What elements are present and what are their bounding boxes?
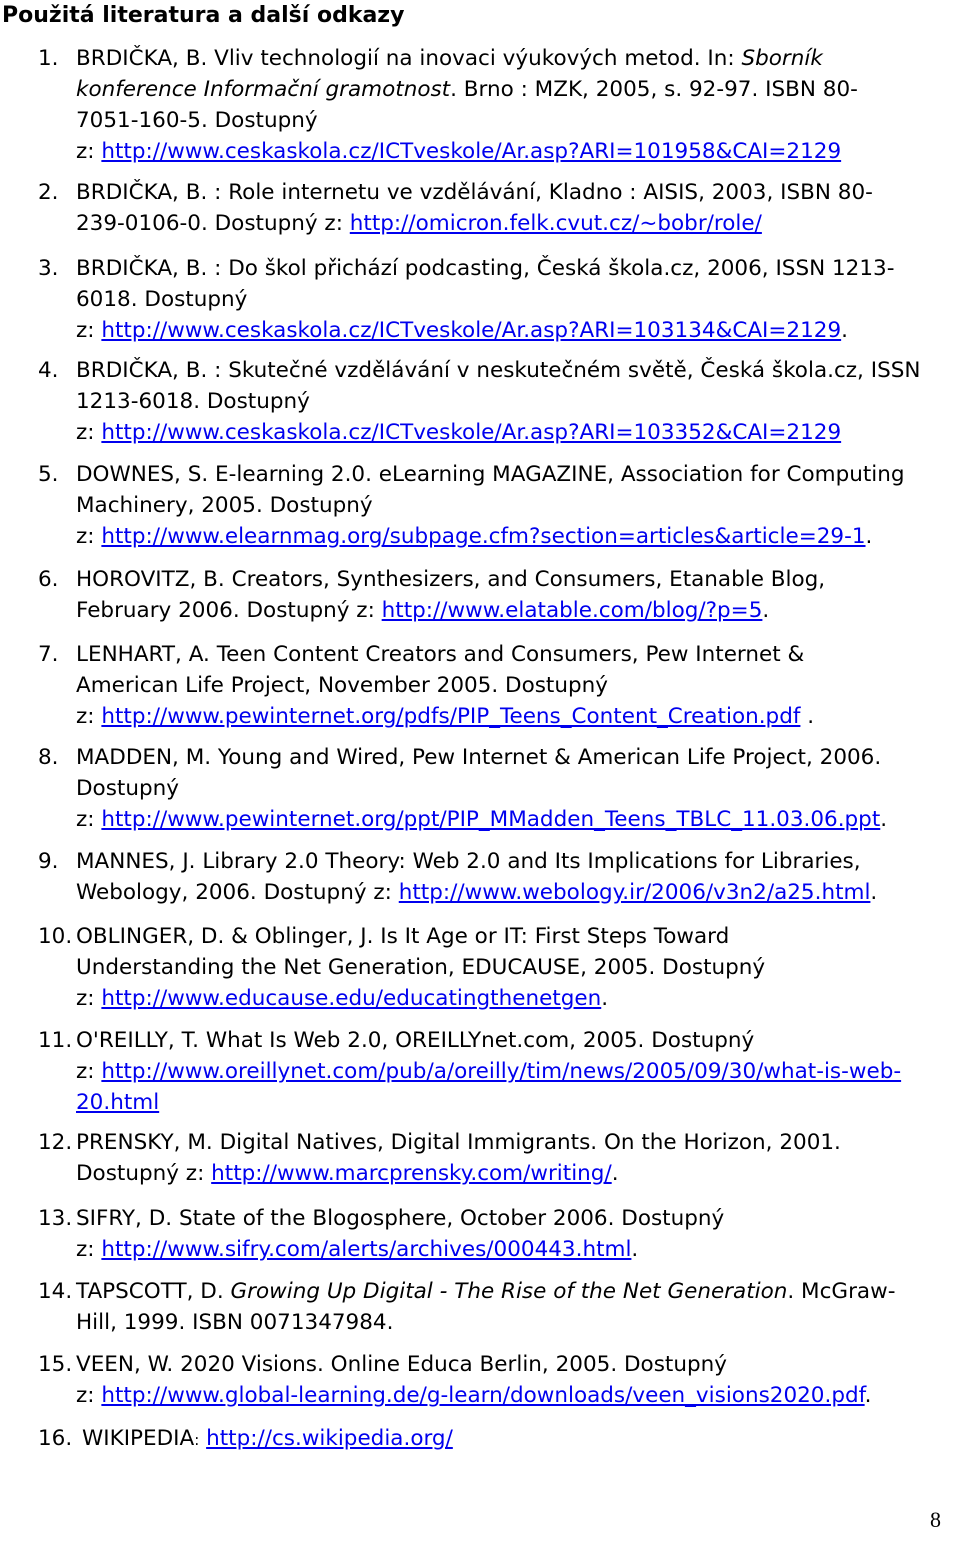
reference-text: BRDIČKA, B. : Role internetu ve vzdělávání, Kladno : AISIS, 2003, ISBN 80- 239-0106-0. Dostupný z: http://omicron.felk.cvut.cz/~bobr/role/ xyxy=(76,180,873,236)
reference-text: DOWNES, S. E-learning 2.0. eLearning MAGAZINE, Association for Computing Machinery, 2005. Dostupný z: http://www.elearnmag.org/subpage.cfm?section=articles&article=29-1. xyxy=(76,462,905,549)
reference-link[interactable]: http://www.global-learning.de/g-learn/downloads/veen_visions2020.pdf xyxy=(101,1383,865,1408)
reference-link[interactable]: http://www.elatable.com/blog/?p=5 xyxy=(381,598,763,623)
reference-text: HOROVITZ, B. Creators, Synthesizers, and Consumers, Etanable Blog, February 2006. Dostupný z: http://www.elatable.com/blog/?p=5. xyxy=(76,567,826,623)
reference-number: 9. xyxy=(38,849,59,874)
reference-text: PRENSKY, M. Digital Natives, Digital Immigrants. On the Horizon, 2001. Dostupný z: http://www.marcprensky.com/writing/. xyxy=(76,1130,841,1186)
reference-text: SIFRY, D. State of the Blogosphere, October 2006. Dostupný z: http://www.sifry.com/alerts/archives/000443.html. xyxy=(76,1206,725,1262)
reference-text: LENHART, A. Teen Content Creators and Consumers, Pew Internet & American Life Project, November 2005. Dostupný z: http://www.pewinternet.org/pdfs/PIP_Teens_Content_Creation.pdf . xyxy=(76,642,815,729)
reference-text: BRDIČKA, B. : Skutečné vzdělávání v neskutečném světě, Česká škola.cz, ISSN 1213-6018. Dostupný z: http://www.ceskaskola.cz/ICTveskole/Ar.asp?ARI=103352&CAI=2129 xyxy=(76,358,921,445)
reference-text: BRDIČKA, B. : Do škol přichází podcasting, Česká škola.cz, 2006, ISSN 1213- 6018. Dostupný z: http://www.ceskaskola.cz/ICTveskole/Ar.asp?ARI=103134&CAI=2129. xyxy=(76,256,895,343)
reference-link[interactable]: http://www.educause.edu/educatingthenetgen xyxy=(101,986,602,1011)
reference-text: MANNES, J. Library 2.0 Theory: Web 2.0 and Its Implications for Libraries, Webology, 2006. Dostupný z: http://www.webology.ir/2006/v3n2/a25.html. xyxy=(76,849,878,905)
reference-link[interactable]: http://www.marcprensky.com/writing/ xyxy=(211,1161,612,1186)
reference-text: MADDEN, M. Young and Wired, Pew Internet & American Life Project, 2006. Dostupný z: http://www.pewinternet.org/ppt/PIP_MMadden_Teens_TBLC_11.03.06.ppt. xyxy=(76,745,888,832)
reference-text: TAPSCOTT, D. Growing Up Digital - The Rise of the Net Generation. McGraw- Hill, 1999. ISBN 0071347984. xyxy=(76,1279,896,1335)
reference-number: 3. xyxy=(38,256,59,281)
reference-number: 1. xyxy=(38,46,59,71)
reference-number: 16. xyxy=(38,1426,73,1451)
reference-text: BRDIČKA, B. Vliv technologií na inovaci výukových metod. In: Sborník konference Informační gramotnost. Brno : MZK, 2005, s. 92-97. ISBN 80- 7051-160-5. Dostupný z: http://www.ceskaskola.cz/ICTveskole/Ar.asp?ARI=101958&CAI=2129 xyxy=(76,46,858,164)
reference-link[interactable]: http://www.ceskaskola.cz/ICTveskole/Ar.asp?ARI=103352&CAI=2129 xyxy=(101,420,842,445)
reference-link[interactable]: http://www.pewinternet.org/ppt/PIP_MMadden_Teens_TBLC_11.03.06.ppt xyxy=(101,807,881,832)
reference-number: 7. xyxy=(38,642,59,667)
reference-text: O'REILLY, T. What Is Web 2.0, OREILLYnet.com, 2005. Dostupný z: http://www.oreillynet.com/pub/a/oreilly/tim/news/2005/09/30/what-is-web- 20.html xyxy=(76,1028,902,1115)
reference-number: 10. xyxy=(38,924,73,949)
reference-link[interactable]: 20.html xyxy=(76,1090,160,1115)
reference-number: 6. xyxy=(38,567,59,592)
reference-number: 13. xyxy=(38,1206,73,1231)
page-number: 8 xyxy=(930,1507,941,1532)
reference-text: OBLINGER, D. & Oblinger, J. Is It Age or IT: First Steps Toward Understanding the Net Generation, EDUCAUSE, 2005. Dostupný z: http://www.educause.edu/educatingthenetgen. xyxy=(76,924,766,1011)
reference-number: 11. xyxy=(38,1028,73,1053)
reference-text: VEEN, W. 2020 Visions. Online Educa Berlin, 2005. Dostupný z: http://www.global-learning.de/g-learn/downloads/veen_visions2020.pdf. xyxy=(76,1352,872,1408)
reference-link[interactable]: http://omicron.felk.cvut.cz/~bobr/role/ xyxy=(349,211,762,236)
reference-link[interactable]: http://www.webology.ir/2006/v3n2/a25.html xyxy=(398,880,871,905)
reference-link[interactable]: http://www.sifry.com/alerts/archives/000443.html xyxy=(101,1237,632,1262)
reference-link[interactable]: http://www.ceskaskola.cz/ICTveskole/Ar.asp?ARI=103134&CAI=2129 xyxy=(101,318,842,343)
section-heading: Použitá literatura a další odkazy xyxy=(2,3,405,28)
reference-number: 8. xyxy=(38,745,59,770)
reference-number: 4. xyxy=(38,358,59,383)
reference-number: 14. xyxy=(38,1279,73,1304)
reference-link[interactable]: http://www.oreillynet.com/pub/a/oreilly/tim/news/2005/09/30/what-is-web- xyxy=(101,1059,902,1084)
reference-link[interactable]: http://cs.wikipedia.org/ xyxy=(206,1426,453,1451)
reference-link[interactable]: http://www.ceskaskola.cz/ICTveskole/Ar.asp?ARI=101958&CAI=2129 xyxy=(101,139,842,164)
reference-text: WIKIPEDIA: http://cs.wikipedia.org/ xyxy=(82,1426,453,1451)
reference-number: 2. xyxy=(38,180,59,205)
reference-number: 5. xyxy=(38,462,59,487)
reference-number: 15. xyxy=(38,1352,73,1377)
reference-number: 12. xyxy=(38,1130,73,1155)
reference-link[interactable]: http://www.pewinternet.org/pdfs/PIP_Teens_Content_Creation.pdf xyxy=(101,704,801,729)
reference-link[interactable]: http://www.elearnmag.org/subpage.cfm?section=articles&article=29-1 xyxy=(101,524,866,549)
